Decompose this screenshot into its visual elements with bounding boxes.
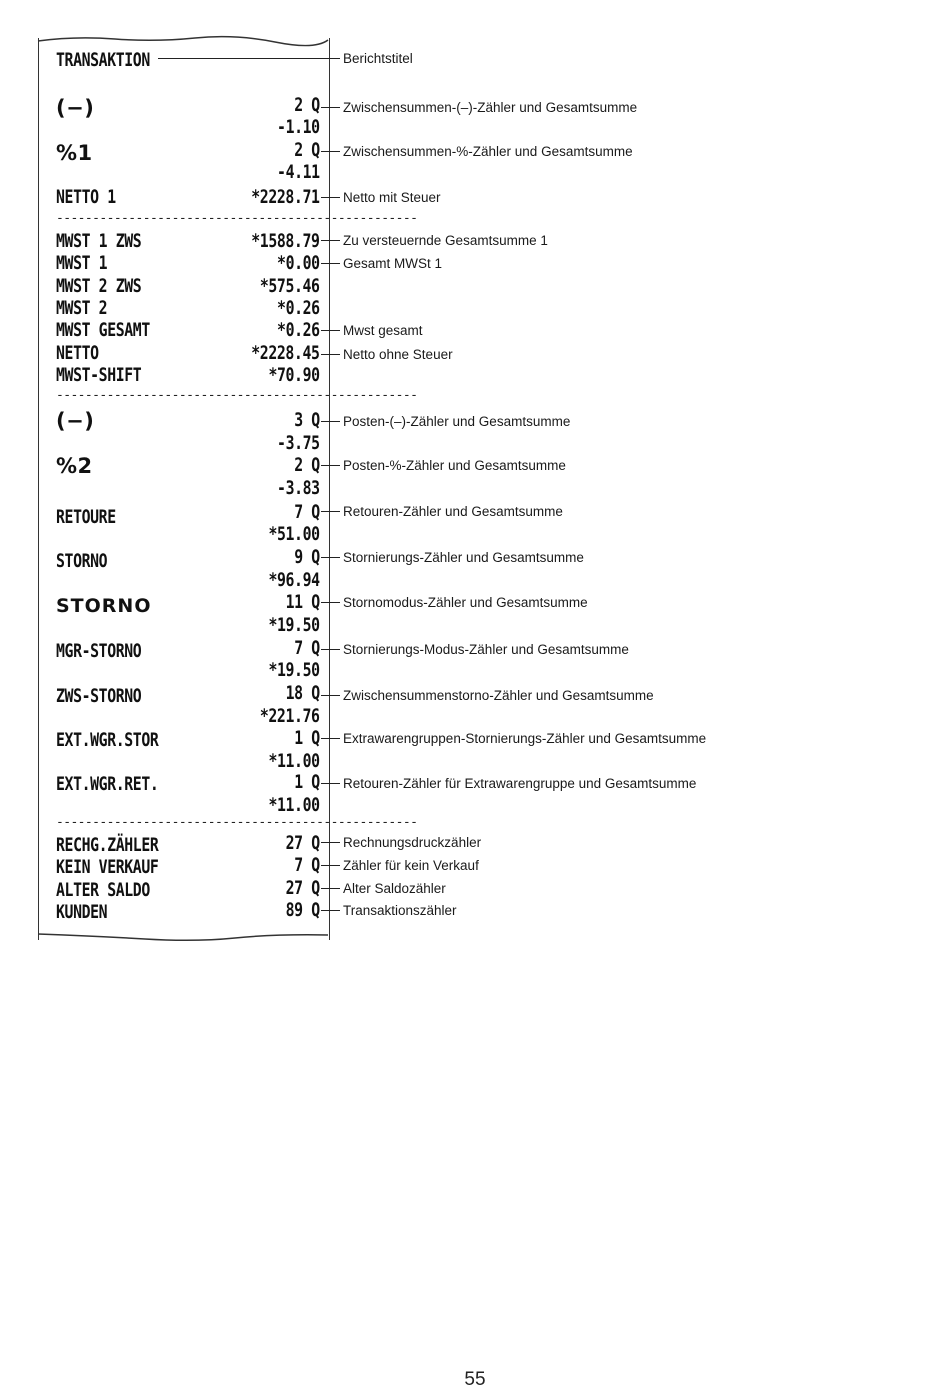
receipt-amount-ext-dept-refund: *11.00 xyxy=(268,794,320,816)
leader-line xyxy=(158,58,340,59)
receipt-label-ext-dept-refund: EXT.WGR.RET. xyxy=(56,773,159,795)
leader-line xyxy=(321,151,340,152)
receipt-amount-void-mode: *19.50 xyxy=(268,614,320,636)
annotation-ext-dept-refund: Retouren-Zähler für Extrawarengruppe und Gesamtsumme xyxy=(343,776,697,791)
annotation-void-mode: Stornomodus-Zähler und Gesamtsumme xyxy=(343,595,588,610)
leader-line xyxy=(321,888,340,889)
annotation-transaction-counter: Transaktionszähler xyxy=(343,903,457,918)
receipt-label-customers: KUNDEN xyxy=(56,901,108,923)
annotation-mgr-void: Stornierungs-Modus-Zähler und Gesamtsumme xyxy=(343,642,629,657)
receipt-value-vat2: *0.26 xyxy=(277,297,320,319)
receipt-value-vat1-taxable: *1588.79 xyxy=(251,230,320,252)
receipt-count-ext-dept-refund: 1 Q xyxy=(294,771,320,793)
receipt-value-vat-shift: *70.90 xyxy=(268,364,320,386)
leader-line xyxy=(321,865,340,866)
leader-line xyxy=(321,695,340,696)
receipt-count-void: 9 Q xyxy=(294,546,320,568)
annotation-ext-dept-void: Extrawarengruppen-Stornierungs-Zähler und Gesamtsumme xyxy=(343,731,707,746)
receipt-value-vat-total: *0.26 xyxy=(277,319,320,341)
receipt-amount-mgr-void: *19.50 xyxy=(268,659,320,681)
annotation-subtotal-minus: Zwischensummen-(–)-Zähler und Gesamtsumme xyxy=(343,100,638,115)
receipt-count-mgr-void: 7 Q xyxy=(294,637,320,659)
receipt-value-vat2-taxable: *575.46 xyxy=(260,275,320,297)
leader-line xyxy=(321,511,340,512)
receipt-count-refund: 7 Q xyxy=(294,501,320,523)
receipt-count-subtotal-percent: 2 Q xyxy=(294,139,320,161)
receipt-label-item-minus: (−) xyxy=(56,409,95,433)
receipt-amount-item-percent: -3.83 xyxy=(277,477,320,499)
receipt-label-vat-total: MWST GESAMT xyxy=(56,319,150,341)
annotation-net-without-tax: Netto ohne Steuer xyxy=(343,347,453,362)
receipt-value-vat1: *0.00 xyxy=(277,252,320,274)
receipt-separator: -------------------------------------------------- xyxy=(56,211,418,226)
leader-line xyxy=(321,240,340,241)
annotation-report-title: Berichtstitel xyxy=(343,51,413,66)
leader-line xyxy=(321,738,340,739)
receipt-value-net: *2228.45 xyxy=(251,342,320,364)
receipt-label-void-mode: STORNO xyxy=(56,595,152,617)
receipt-label-net: NETTO xyxy=(56,342,99,364)
receipt-count-ext-dept-void: 1 Q xyxy=(294,727,320,749)
receipt-count-item-minus: 3 Q xyxy=(294,409,320,431)
annotation-no-sale-counter: Zähler für kein Verkauf xyxy=(343,858,479,873)
receipt-separator: -------------------------------------------------- xyxy=(56,388,418,403)
receipt-label-old-balance: ALTER SALDO xyxy=(56,879,150,901)
annotation-subtotal-percent: Zwischensummen-%-Zähler und Gesamtsumme xyxy=(343,144,633,159)
annotation-net-with-tax: Netto mit Steuer xyxy=(343,190,441,205)
receipt-amount-subtotal-void: *221.76 xyxy=(260,705,320,727)
receipt-amount-item-minus: -3.75 xyxy=(277,432,320,454)
receipt-value-invoice-counter: 27 Q xyxy=(285,832,320,854)
annotation-subtotal-void: Zwischensummenstorno-Zähler und Gesamtsumme xyxy=(343,688,654,703)
leader-line xyxy=(321,107,340,108)
receipt-title: TRANSAKTION xyxy=(56,49,150,71)
annotation-old-balance-counter: Alter Saldozähler xyxy=(343,881,446,896)
receipt-label-ext-dept-void: EXT.WGR.STOR xyxy=(56,729,159,751)
receipt-count-subtotal-void: 18 Q xyxy=(285,682,320,704)
receipt-amount-subtotal-percent: -4.11 xyxy=(277,161,320,183)
receipt-amount-refund: *51.00 xyxy=(268,523,320,545)
receipt-label-no-sale: KEIN VERKAUF xyxy=(56,856,159,878)
annotation-refund: Retouren-Zähler und Gesamtsumme xyxy=(343,504,563,519)
page-number: 55 xyxy=(464,1369,486,1390)
receipt-label-vat-shift: MWST-SHIFT xyxy=(56,364,142,386)
leader-line xyxy=(321,330,340,331)
leader-line xyxy=(321,783,340,784)
receipt-label-vat1-taxable: MWST 1 ZWS xyxy=(56,230,142,252)
leader-line xyxy=(321,910,340,911)
leader-line xyxy=(321,557,340,558)
receipt-label-item-percent: %2 xyxy=(56,454,93,478)
leader-line xyxy=(321,842,340,843)
annotation-invoice-counter: Rechnungsdruckzähler xyxy=(343,835,482,850)
receipt-value-old-balance: 27 Q xyxy=(285,877,320,899)
receipt-amount-ext-dept-void: *11.00 xyxy=(268,750,320,772)
leader-line xyxy=(321,465,340,466)
receipt-label-invoice-counter: RECHG.ZÄHLER xyxy=(56,834,159,856)
receipt-amount-void: *96.94 xyxy=(268,569,320,591)
receipt-label-void: STORNO xyxy=(56,550,108,572)
receipt-amount-subtotal-minus: -1.10 xyxy=(277,116,320,138)
receipt-value-net-1: *2228.71 xyxy=(251,186,320,208)
receipt-value-no-sale: 7 Q xyxy=(294,854,320,876)
receipt-label-net-1: NETTO 1 xyxy=(56,186,116,208)
receipt-label-vat1: MWST 1 xyxy=(56,252,108,274)
leader-line xyxy=(321,263,340,264)
receipt-label-mgr-void: MGR-STORNO xyxy=(56,640,142,662)
annotation-void: Stornierungs-Zähler und Gesamtsumme xyxy=(343,550,584,565)
annotation-vat-total: Mwst gesamt xyxy=(343,323,423,338)
annotation-item-minus: Posten-(–)-Zähler und Gesamtsumme xyxy=(343,414,571,429)
annotation-vat-total-1: Gesamt MWSt 1 xyxy=(343,256,443,271)
receipt-torn-top-edge xyxy=(35,34,331,46)
receipt-label-vat2-taxable: MWST 2 ZWS xyxy=(56,275,142,297)
leader-line xyxy=(321,649,340,650)
receipt-label-refund: RETOURE xyxy=(56,506,116,528)
receipt-value-customers: 89 Q xyxy=(285,899,320,921)
receipt-count-item-percent: 2 Q xyxy=(294,454,320,476)
receipt-label-subtotal-void: ZWS-STORNO xyxy=(56,685,142,707)
annotation-taxable-total-1: Zu versteuernde Gesamtsumme 1 xyxy=(343,233,548,248)
receipt-count-void-mode: 11 Q xyxy=(285,591,320,613)
leader-line xyxy=(321,421,340,422)
annotation-item-percent: Posten-%-Zähler und Gesamtsumme xyxy=(343,458,566,473)
receipt-count-subtotal-minus: 2 Q xyxy=(294,94,320,116)
leader-line xyxy=(321,602,340,603)
receipt-torn-bottom-edge xyxy=(35,930,331,944)
receipt-separator: -------------------------------------------------- xyxy=(56,815,418,830)
receipt-label-subtotal-percent: %1 xyxy=(56,141,93,165)
receipt-label-vat2: MWST 2 xyxy=(56,297,108,319)
receipt-label-subtotal-minus: (−) xyxy=(56,96,95,120)
leader-line xyxy=(321,354,340,355)
leader-line xyxy=(321,197,340,198)
